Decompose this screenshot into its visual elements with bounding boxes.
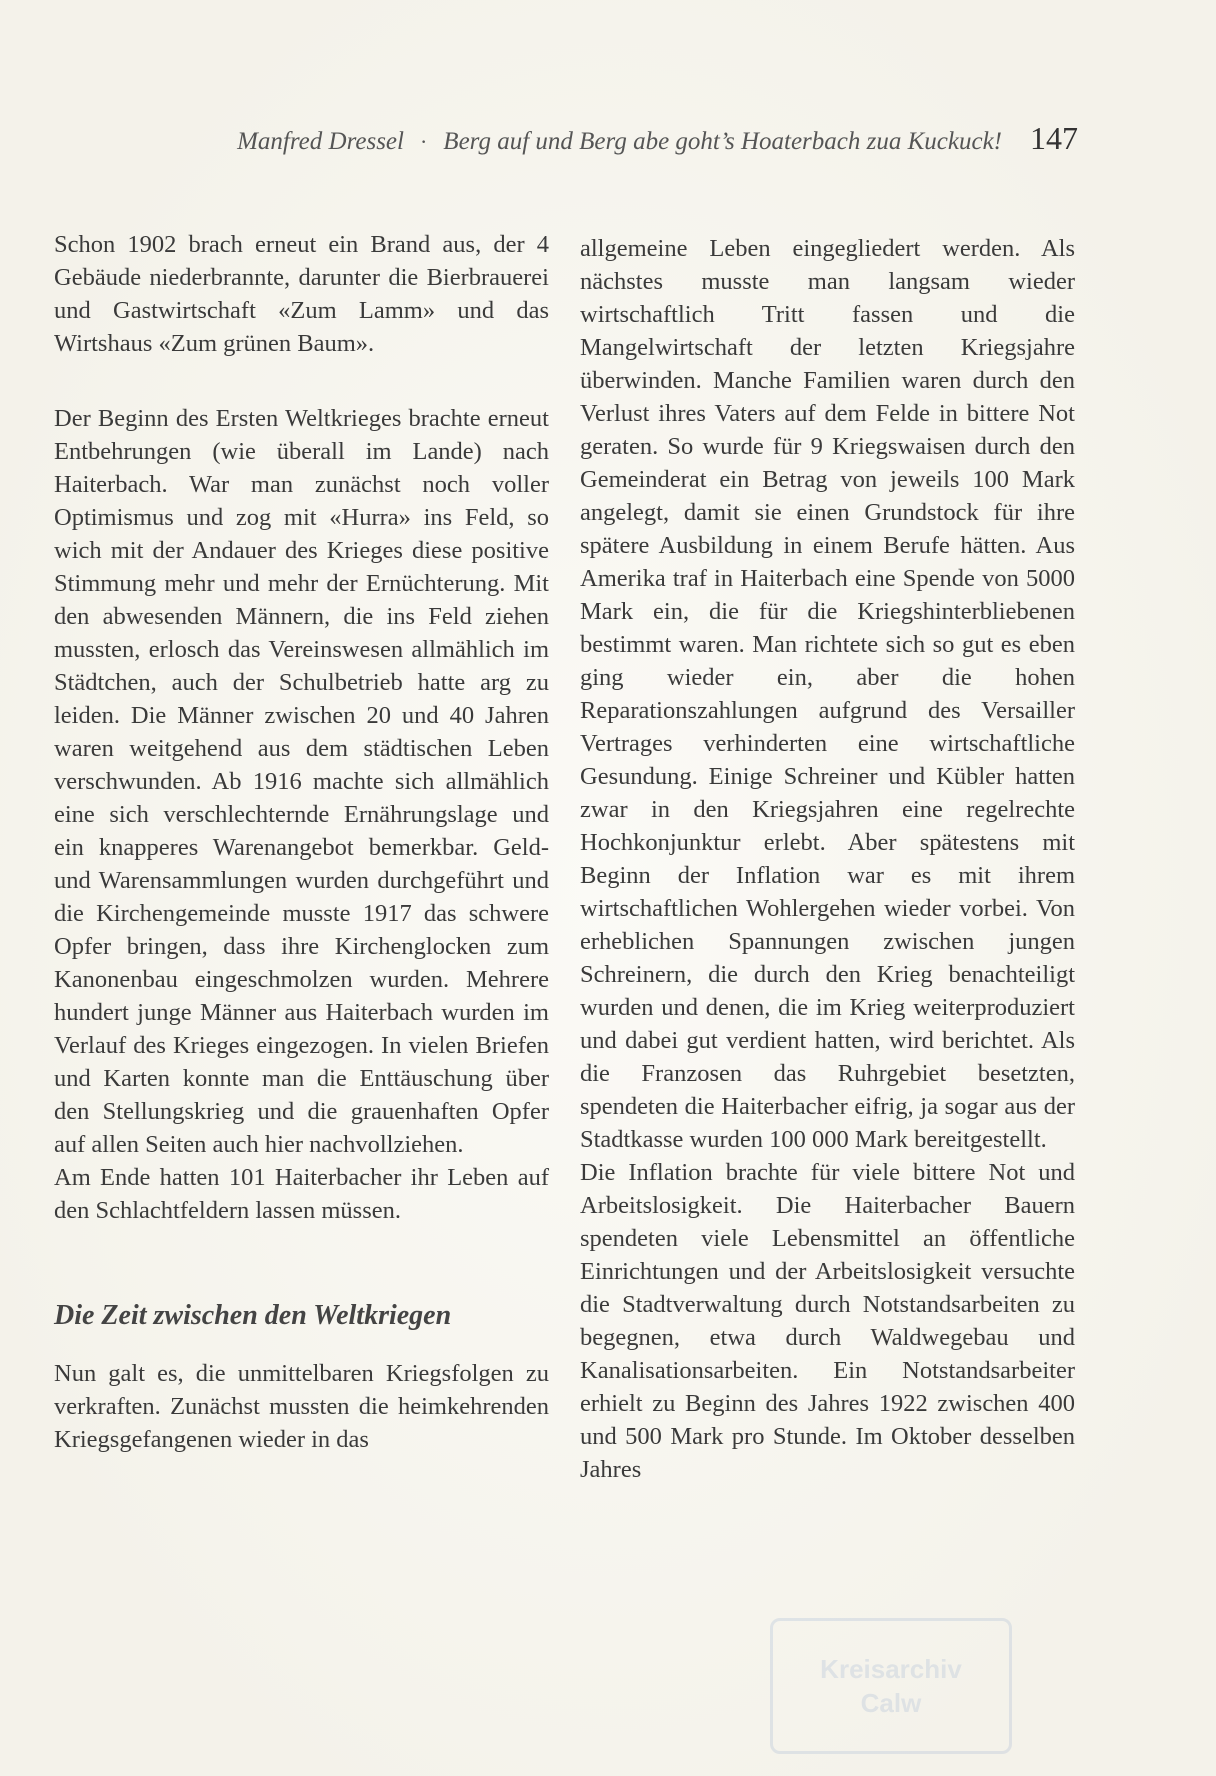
page-number: 147 <box>1030 120 1078 156</box>
header-separator: · <box>419 129 428 154</box>
archive-stamp <box>770 1618 1012 1754</box>
left-column <box>54 228 549 1456</box>
left-paragraph-1: Schon 1902 brach erneut ein Brand aus, der 4 Gebäude niederbrannte, darunter die Bierbrauerei und Gastwirtschaft «Zum Lamm» und das Wirtshaus «Zum grünen Baum». <box>54 231 549 357</box>
stamp-line-1: Kreisarchiv <box>820 1654 962 1684</box>
right-paragraph-2: Die Inflation brachte für viele bittere Not und Arbeitslosigkeit. Die Haiterbacher Bauern spendeten viele Lebensmittel an öffentliche Einrichtungen und der Arbeitslosigkeit versuchte die Stadtverwaltung durch Notstandsarbeiten zu begegnen, etwa durch Waldwegebau und Kanalisationsarbeiten. Ein Notstandsarbeiter erhielt zu Beginn des Jahres 1922 zwischen 400 und 500 Mark pro Stunde. Im Oktober desselben Jahres <box>580 1159 1075 1483</box>
left-paragraph-3: Am Ende hatten 101 Haiterbacher ihr Leben auf den Schlachtfeldern lassen müssen. <box>54 1164 549 1224</box>
right-column <box>580 232 1075 1486</box>
running-header <box>237 120 1078 157</box>
right-paragraph-1: allgemeine Leben eingegliedert werden. Als nächstes musste man langsam wieder wirtschaftlich Tritt fassen und die Mangelwirtschaft der letzten Kriegsjahre überwinden. Manche Familien waren durch den Verlust ihres Vaters auf dem Felde in bittere Not geraten. So wurde für 9 Kriegswaisen durch den Gemeinderat ein Betrag von jeweils 100 Mark angelegt, damit sie einen Grundstock für ihre spätere Ausbildung in einem Berufe hätten. Aus Amerika traf in Haiterbach eine Spende von 5000 Mark ein, die für die Kriegshinterbliebenen bestimmt waren. Man richtete sich so gut es eben ging wieder ein, aber die hohen Reparationszahlungen aufgrund des Versailler Vertrages verhinderten eine wirtschaftliche Gesundung. Einige Schreiner und Kübler hatten zwar in den Kriegsjahren eine regelrechte Hochkonjunktur erlebt. Aber spätestens mit Beginn der Inflation war es mit ihrem wirtschaftlichen Wohlergehen wieder vorbei. Von erheblichen Spannungen zwischen jungen Schreinern, die durch den Krieg benachteiligt wurden und denen, die im Krieg weiterproduziert und dabei gut verdient hatten, wird berichtet. Als die Franzosen das Ruhrgebiet besetzten, spendeten die Haiterbacher eifrig, ja sogar aus der Stadtkasse wurden 100 000 Mark bereitgestellt. <box>580 235 1075 1153</box>
header-title: Berg auf und Berg abe goht’s Hoaterbach zua Kuckuck! <box>443 128 1002 155</box>
header-author: Manfred Dressel <box>237 128 404 155</box>
section-heading: Die Zeit zwischen den Weltkriegen <box>54 1300 452 1331</box>
left-paragraph-4: Nun galt es, die unmittelbaren Kriegsfolgen zu verkraften. Zunächst mussten die heimkehrenden Kriegsgefangenen wieder in das <box>54 1360 549 1453</box>
stamp-line-2: Calw <box>860 1688 922 1718</box>
left-paragraph-2: Der Beginn des Ersten Weltkrieges brachte erneut Entbehrungen (wie überall im Lande) nach Haiterbach. War man zunächst noch voller Optimismus und zog mit «Hurra» ins Feld, so wich mit der Andauer des Krieges diese positive Stimmung mehr und mehr der Ernüchterung. Mit den abwesenden Männern, die ins Feld ziehen mussten, erlosch das Vereinswesen allmählich im Städtchen, auch der Schulbetrieb hatte arg zu leiden. Die Männer zwischen 20 und 40 Jahren waren weitgehend aus dem städtischen Leben verschwunden. Ab 1916 machte sich allmählich eine sich verschlechternde Ernährungslage und ein knapperes Warenangebot bemerkbar. Geld- und Warensammlungen wurden durchgeführt und die Kirchengemeinde musste 1917 das schwere Opfer bringen, dass ihre Kirchenglocken zum Kanonenbau eingeschmolzen wurden. Mehrere hundert junge Männer aus Haiterbach wurden im Verlauf des Krieges eingezogen. In vielen Briefen und Karten konnte man die Enttäuschung über den Stellungskrieg und die grauenhaften Opfer auf allen Seiten auch hier nachvollziehen. <box>54 405 549 1158</box>
